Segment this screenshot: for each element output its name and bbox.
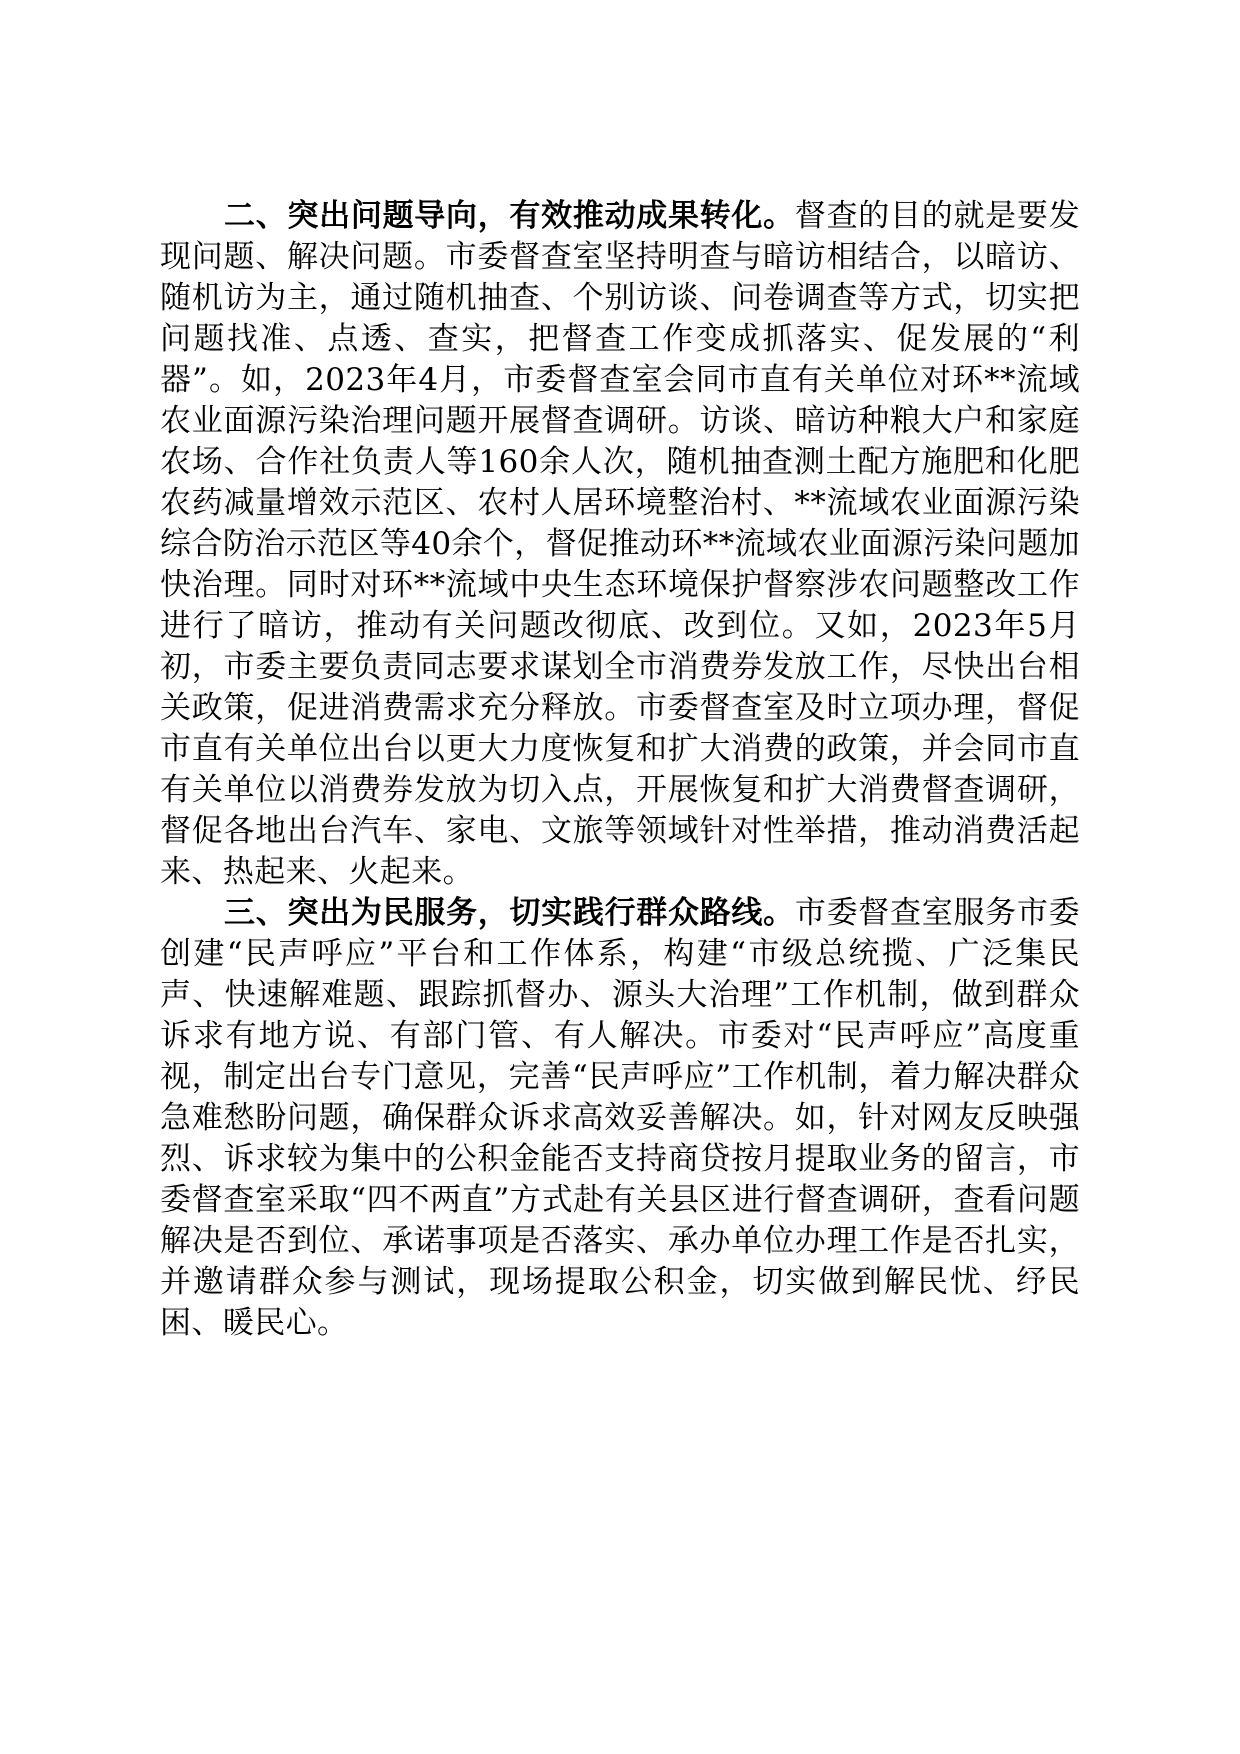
section-3-body: 市委督查室服务市委创建“民声呼应”平台和工作体系，构建“市级总统揽、广泛集民声、快速解难题、跟踪抓督办、源头大治理”工作机制，做到群众诉求有地方说、有部门管、有人解决。市委对“民声呼应”高度重视，制定出台专门意见，完善“民声呼应”工作机制，着力解决群众急难愁盼问题，确保群众诉求高效妥善解决。如，针对网友反映强烈、诉求较为集中的公积金能否支持商贷按月提取业务的留言，市委督查室采取“四不两直”方式赴有关县区进行督查调研，查看问题解决是否到位、承诺事项是否落实、承办单位办理工作是否扎实，并邀请群众参与测试，现场提取公积金，切实做到解民忧、纾民困、暖民心。 bbox=[160, 895, 1080, 1341]
section-3-paragraph bbox=[160, 893, 1080, 1344]
section-2-body: 督查的目的就是要发现问题、解决问题。市委督查室坚持明查与暗访相结合，以暗访、随机访为主，通过随机抽查、个别访谈、问卷调查等方式，切实把问题找准、点透、查实，把督查工作变成抓落实、促发展的“利器”。如，2023年4月，市委督查室会同市直有关单位对环**流域农业面源污染治理问题开展督查调研。访谈、暗访种粮大户和家庭农场、合作社负责人等160余人次，随机抽查测土配方施肥和化肥农药减量增效示范区、农村人居环境整治村、**流域农业面源污染综合防治示范区等40余个，督促推动环**流域农业面源污染问题加快治理。同时对环**流域中央生态环境保护督察涉农问题整改工作进行了暗访，推动有关问题改彻底、改到位。又如，2023年5月初，市委主要负责同志要求谋划全市消费券发放工作，尽快出台相关政策，促进消费需求充分释放。市委督查室及时立项办理，督促市直有关单位出台以更大力度恢复和扩大消费的政策，并会同市直有关单位以消费券发放为切入点，开展恢复和扩大消费督查调研，督促各地出台汽车、家电、文旅等领域针对性举措，推动消费活起来、热起来、火起来。 bbox=[160, 198, 1080, 890]
document-page bbox=[160, 196, 1080, 1344]
section-2-heading: 二、突出问题导向，有效推动成果转化。 bbox=[224, 198, 795, 234]
section-2-paragraph bbox=[160, 196, 1080, 893]
section-3-heading: 三、突出为民服务，切实践行群众路线。 bbox=[224, 895, 795, 931]
